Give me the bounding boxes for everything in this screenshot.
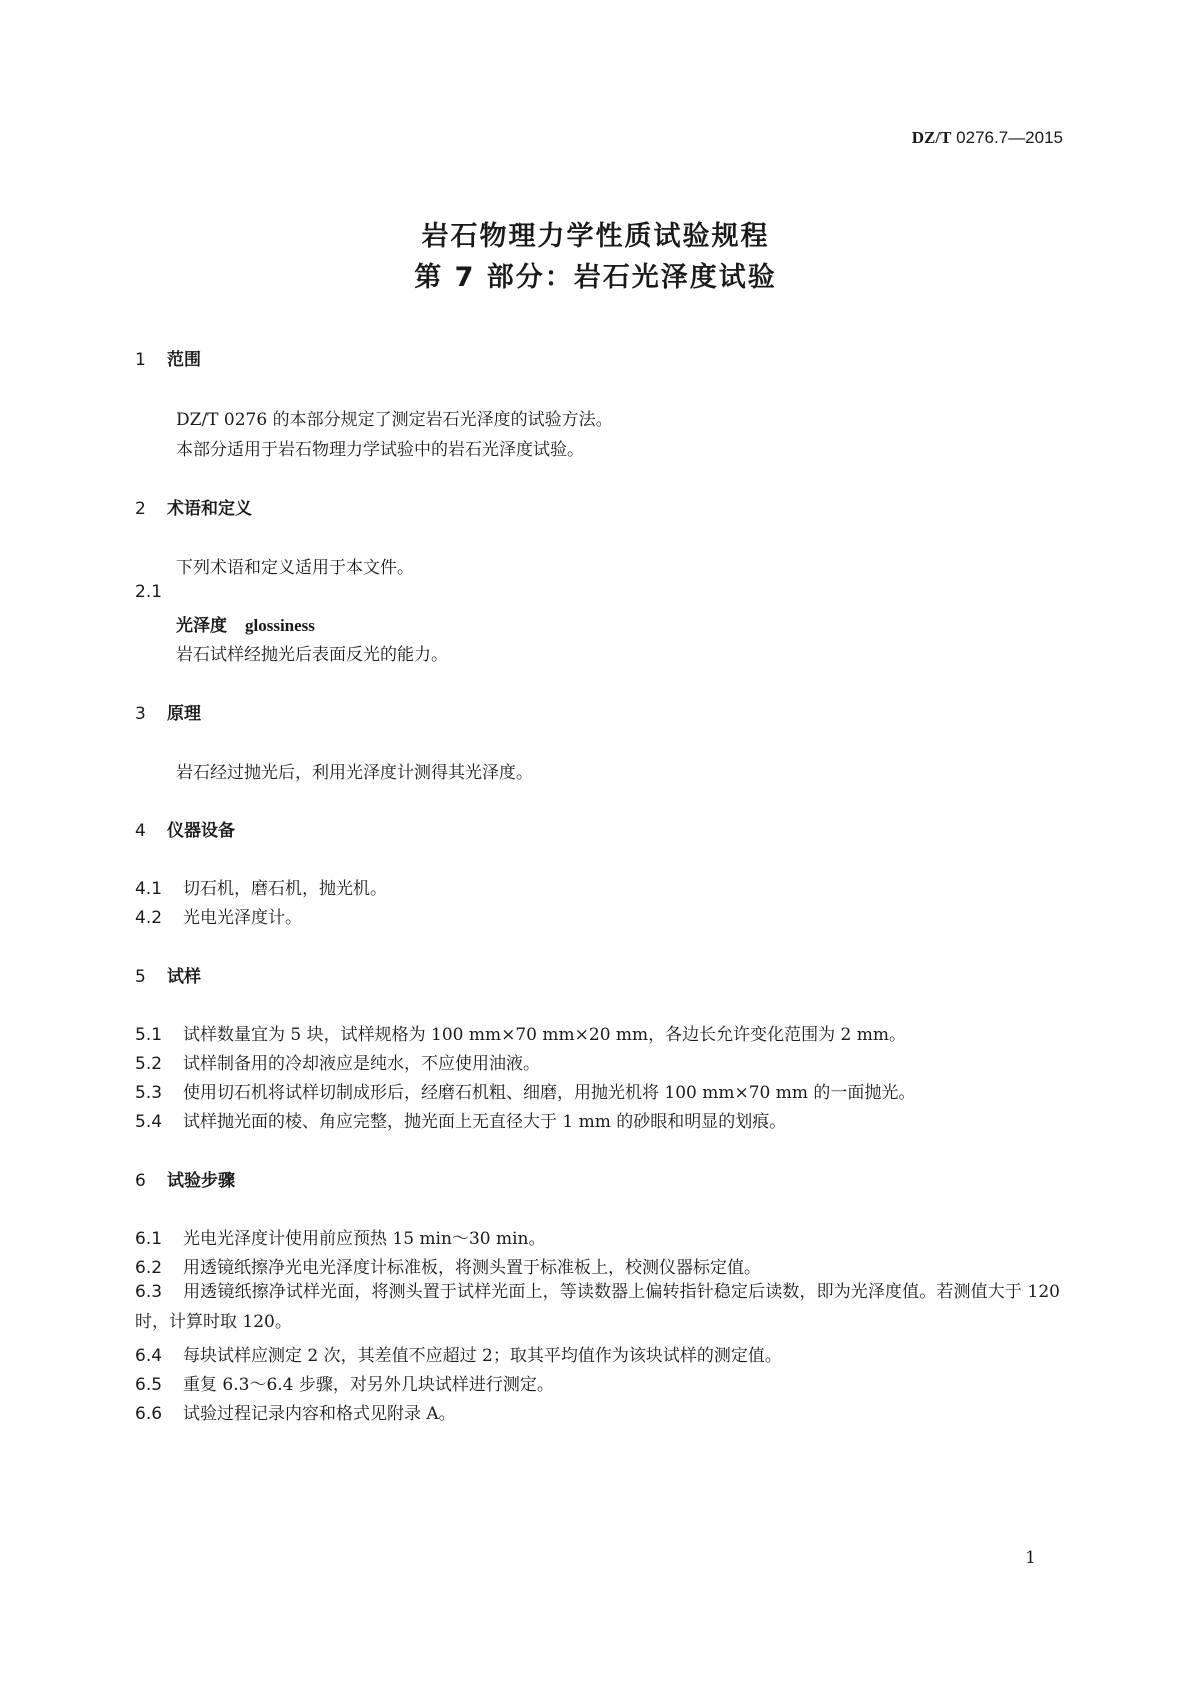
term-zh: 光泽度 bbox=[176, 616, 227, 636]
item-text: 切石机，磨石机，抛光机。 bbox=[183, 879, 387, 899]
section-title: 试样 bbox=[167, 967, 201, 987]
code-prefix: DZ/T bbox=[911, 128, 952, 147]
list-item bbox=[135, 1253, 761, 1278]
item-text: 使用切石机将试样切制成形后，经磨石机粗、细磨，用抛光机将 100 mm×70 mm 的一面抛光。 bbox=[183, 1083, 916, 1103]
item-number: 5.1 bbox=[135, 1025, 163, 1045]
page-number: 1 bbox=[1025, 1548, 1036, 1568]
item-number: 6.5 bbox=[135, 1375, 163, 1395]
section-title: 试验步骤 bbox=[167, 1171, 235, 1191]
list-item bbox=[135, 1370, 554, 1395]
section-2-para-1: 下列术语和定义适用于本文件。 bbox=[176, 558, 414, 578]
item-text: 用透镜纸擦净光电光泽度计标准板，将测头置于标准板上，校测仪器标定值。 bbox=[183, 1258, 761, 1278]
term-en: glossiness bbox=[245, 616, 315, 635]
section-6-heading bbox=[135, 1166, 235, 1191]
section-title: 术语和定义 bbox=[167, 499, 252, 519]
item-text: 每块试样应测定 2 次，其差值不应超过 2；取其平均值作为该块试样的测定值。 bbox=[183, 1346, 782, 1366]
title-line-1: 岩石物理力学性质试验规程 bbox=[421, 221, 770, 252]
item-text: 光电光泽度计使用前应预热 15 min～30 min。 bbox=[183, 1229, 546, 1249]
item-number: 6.1 bbox=[135, 1229, 163, 1249]
item-text: 光电光泽度计。 bbox=[183, 908, 302, 928]
section-number: 3 bbox=[135, 704, 146, 724]
list-item bbox=[135, 1399, 456, 1424]
list-item bbox=[135, 1020, 906, 1045]
document-code bbox=[912, 128, 1063, 148]
item-number: 5.2 bbox=[135, 1054, 163, 1074]
item-text: 重复 6.3～6.4 步骤，对另外几块试样进行测定。 bbox=[183, 1375, 554, 1395]
section-2-heading bbox=[135, 494, 252, 519]
item-text: 试样数量宜为 5 块，试样规格为 100 mm×70 mm×20 mm，各边长允许变化范围为 2 mm。 bbox=[183, 1025, 907, 1045]
item-number: 6.2 bbox=[135, 1258, 163, 1278]
list-item bbox=[135, 1107, 786, 1132]
title-line-2: 第 7 部分：岩石光泽度试验 bbox=[414, 262, 777, 293]
section-1-heading bbox=[135, 345, 201, 370]
list-item bbox=[135, 1078, 915, 1103]
item-number: 5.4 bbox=[135, 1112, 163, 1132]
section-1-para-1: DZ/T 0276 的本部分规定了测定岩石光泽度的试验方法。 bbox=[176, 410, 613, 430]
section-number: 5 bbox=[135, 967, 146, 987]
item-number: 5.3 bbox=[135, 1083, 163, 1103]
item-number: 6.6 bbox=[135, 1404, 163, 1424]
section-number: 2 bbox=[135, 499, 146, 519]
item-number: 6.3 bbox=[135, 1282, 163, 1302]
section-number: 6 bbox=[135, 1171, 146, 1191]
section-5-heading bbox=[135, 962, 201, 987]
item-number: 6.4 bbox=[135, 1346, 163, 1366]
term-number: 2.1 bbox=[135, 582, 163, 602]
list-item bbox=[135, 1341, 782, 1366]
item-text: 用透镜纸擦净试样光面，将测头置于试样光面上，等读数器上偏转指针稳定后读数，即为光泽度值。若测值大于 120 时，计算时取 120。 bbox=[135, 1282, 1060, 1332]
item-number: 4.1 bbox=[135, 879, 163, 899]
section-4-heading bbox=[135, 816, 235, 841]
list-item bbox=[135, 1224, 546, 1249]
section-title: 仪器设备 bbox=[167, 821, 235, 841]
item-number: 4.2 bbox=[135, 908, 163, 928]
list-item bbox=[135, 1049, 540, 1074]
section-3-para-1: 岩石经过抛光后，利用光泽度计测得其光泽度。 bbox=[176, 763, 533, 783]
list-item bbox=[135, 874, 387, 899]
section-number: 4 bbox=[135, 821, 146, 841]
term-name bbox=[176, 611, 315, 636]
section-3-heading bbox=[135, 699, 201, 724]
section-title: 范围 bbox=[167, 350, 201, 370]
section-1-para-2: 本部分适用于岩石物理力学试验中的岩石光泽度试验。 bbox=[176, 440, 584, 460]
item-text: 试样抛光面的棱、角应完整，抛光面上无直径大于 1 mm 的砂眼和明显的划痕。 bbox=[183, 1112, 787, 1132]
item-text: 试验过程记录内容和格式见附录 A。 bbox=[183, 1404, 456, 1424]
section-number: 1 bbox=[135, 350, 146, 370]
term-definition: 岩石试样经抛光后表面反光的能力。 bbox=[176, 645, 448, 665]
list-item bbox=[135, 1277, 1060, 1337]
code-number: 0276.7—2015 bbox=[956, 128, 1063, 147]
item-text: 试样制备用的冷却液应是纯水，不应使用油液。 bbox=[183, 1054, 540, 1074]
list-item bbox=[135, 903, 302, 928]
section-title: 原理 bbox=[167, 704, 201, 724]
